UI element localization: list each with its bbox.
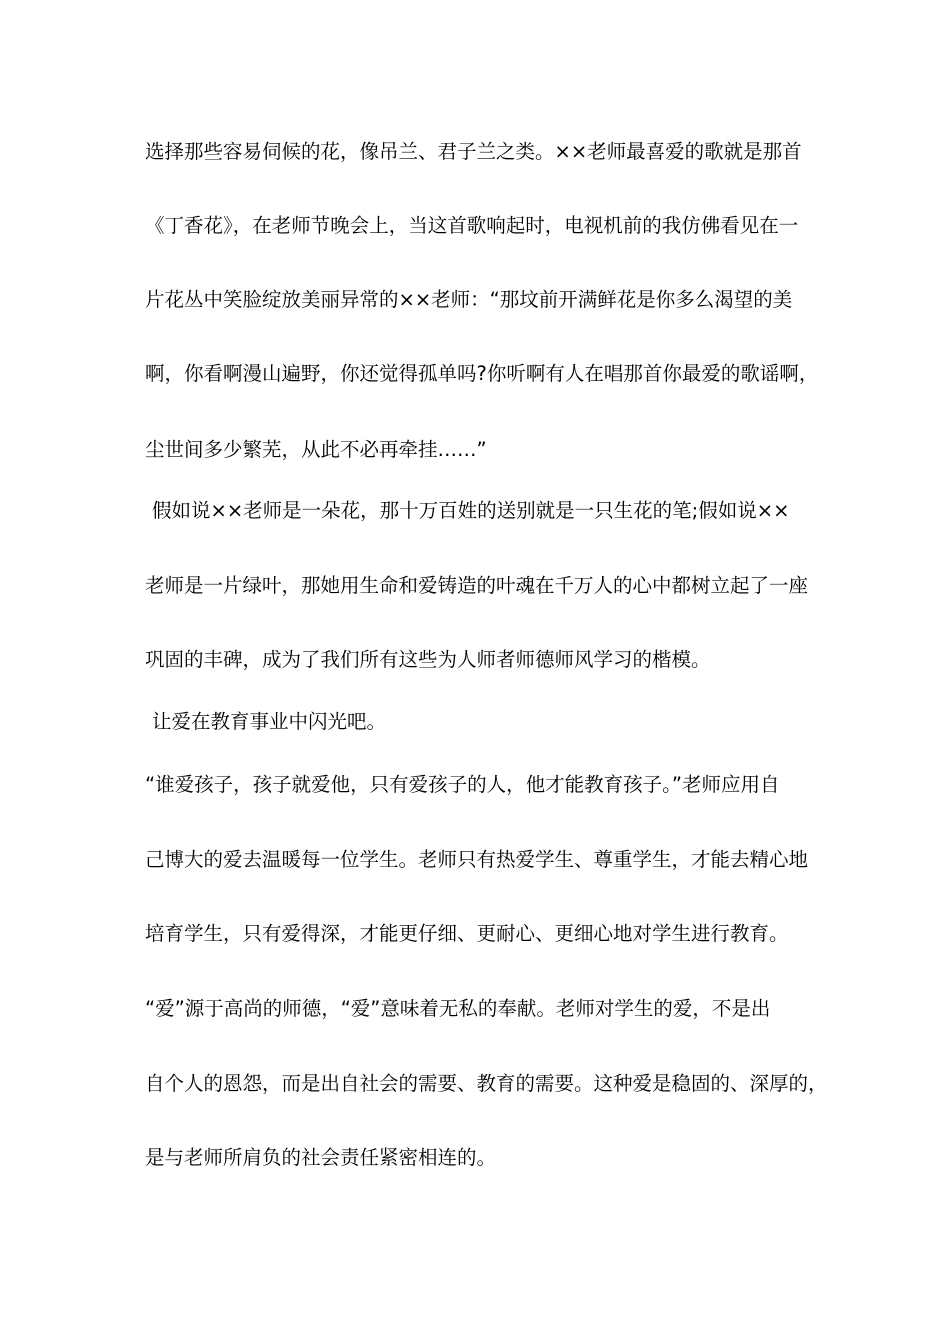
text-line-1: 选择那些容易伺候的花，像吊兰、君子兰之类。××老师最喜爱的歌就是那首 <box>145 140 802 163</box>
text-line-15: 是与老师所肩负的社会责任紧密相连的。 <box>145 1146 497 1169</box>
text-line-6: 假如说××老师是一朵花，那十万百姓的送别就是一只生花的笔;假如说×× <box>152 499 790 522</box>
text-line-9: 让爱在教育事业中闪光吧。 <box>152 710 387 733</box>
text-line-14: 自个人的恩怨，而是出自社会的需要、教育的需要。这种爱是稳固的、深厚的， <box>145 1072 828 1095</box>
text-line-8: 巩固的丰碑，成为了我们所有这些为人师者师德师风学习的楷模。 <box>145 648 711 671</box>
text-line-2: 《丁香花》，在老师节晚会上，当这首歌响起时，电视机前的我仿佛看见在一 <box>145 214 799 237</box>
text-line-11: 己博大的爱去温暖每一位学生。老师只有热爱学生、尊重学生，才能去精心地 <box>145 848 809 871</box>
text-line-3: 片花丛中笑脸绽放美丽异常的××老师：“那坟前开满鲜花是你多么渴望的美 <box>145 288 793 311</box>
text-line-5: 尘世间多少繁芜，从此不必再牵挂……” <box>145 438 487 461</box>
text-line-10: “谁爱孩子，孩子就爱他，只有爱孩子的人，他才能教育孩子。”老师应用自 <box>145 773 780 796</box>
text-line-4: 啊，你看啊漫山遍野，你还觉得孤单吗?你听啊有人在唱那首你最爱的歌谣啊， <box>145 362 819 385</box>
text-line-12: 培育学生，只有爱得深，才能更仔细、更耐心、更细心地对学生进行教育。 <box>145 922 789 945</box>
text-line-7: 老师是一片绿叶，那她用生命和爱铸造的叶魂在千万人的心中都树立起了一座 <box>145 574 809 597</box>
text-line-13: “爱”源于高尚的师德，“爱”意味着无私的奉献。老师对学生的爱，不是出 <box>145 997 771 1020</box>
